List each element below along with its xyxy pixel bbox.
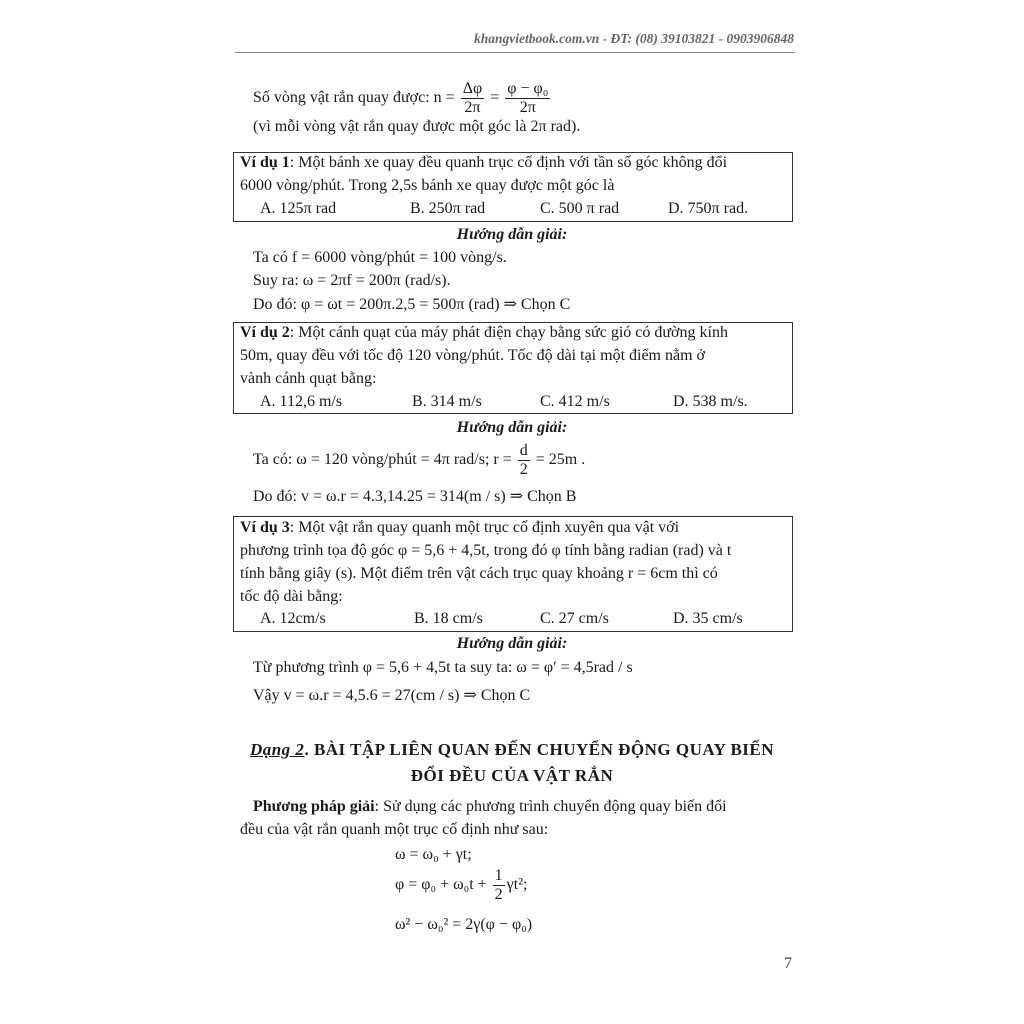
solution-line <box>253 442 585 479</box>
ex1-line <box>240 153 727 173</box>
section-label: Dạng 2 <box>249 740 305 759</box>
solution-line: Do đó: φ = ωt = 200π.2,5 = 500π (rad) ⇒ Chọn C <box>253 296 571 313</box>
option-d: D. 35 cm/s <box>673 610 743 627</box>
solution-line: Vậy v = ω.r = 4,5.6 = 27(cm / s) ⇒ Chọn C <box>253 687 531 704</box>
solution-line: Do đó: v = ω.r = 4.3,14.25 = 314(m / s) ⇒ Chọn B <box>253 488 577 505</box>
solution-line: Suy ra: ω = 2πf = 200π (rad/s). <box>253 272 451 289</box>
ex2-line <box>240 323 728 343</box>
numerator: φ − φ₀ <box>507 80 549 97</box>
method-line <box>253 797 727 817</box>
option-d: D. 538 m/s. <box>673 393 748 410</box>
ex2-line: 50m, quay đều với tốc độ 120 vòng/phút. Tốc độ dài tại một điểm nằm ở <box>240 347 706 364</box>
denominator: 2π <box>464 99 481 116</box>
page-header: khangvietbook.com.vn - ĐT: (08) 39103821 - 0903906848 <box>474 31 794 46</box>
denominator: 2π <box>519 99 536 116</box>
text: γt²; <box>506 876 528 894</box>
section-title-line2: ĐỔI ĐỀU CỦA VẬT RẮN <box>410 766 614 785</box>
option-b: B. 18 cm/s <box>414 610 483 627</box>
option-a: A. 12cm/s <box>260 610 326 627</box>
method-line: đều của vật rắn quanh một trục cố định như sau: <box>240 821 549 838</box>
option-b: B. 314 m/s <box>412 393 482 410</box>
option-c: C. 500 π rad <box>540 200 620 217</box>
text: φ = φ₀ + ω₀t + <box>395 876 491 894</box>
formula-1: ω = ω₀ + γt; <box>395 846 472 863</box>
denominator: 2 <box>494 886 503 903</box>
equals: = <box>486 89 504 107</box>
option-c: C. 27 cm/s <box>540 610 609 627</box>
ex2-line: vành cánh quạt bằng: <box>240 370 377 387</box>
formula-3: ω² − ω₀² = 2γ(φ − φ₀) <box>395 916 533 933</box>
header-rule <box>235 52 795 53</box>
numerator: 1 <box>494 867 503 884</box>
option-d: D. 750π rad. <box>668 200 749 217</box>
ex3-line: phương trình tọa độ góc φ = 5,6 + 4,5t, trong đó φ tính bằng radian (rad) và t <box>240 542 732 559</box>
revolutions-formula <box>253 80 552 117</box>
ex3-line <box>240 518 679 538</box>
solution-heading: Hướng dẫn giải: <box>456 419 568 436</box>
ex3-line: tính bằng giây (s). Một điểm trên vật cách trục quay khoảng r = 6cm thì có <box>240 565 718 582</box>
section-title <box>0 737 1024 763</box>
text: : Một vật rắn quay quanh một trục cố định xuyên qua vật với <box>289 519 680 536</box>
example-label: Ví dụ 1 <box>240 154 290 171</box>
solution-heading: Hướng dẫn giải: <box>456 635 568 652</box>
formula-text: Số vòng vật rắn quay được: n = <box>253 89 459 107</box>
formula-2 <box>395 867 527 904</box>
solution-heading: Hướng dẫn giải: <box>456 226 568 243</box>
solution-line: Ta có f = 6000 vòng/phút = 100 vòng/s. <box>253 249 507 266</box>
fraction <box>518 442 530 479</box>
numerator: d <box>519 442 528 459</box>
denominator: 2 <box>519 461 528 478</box>
text: . BÀI TẬP LIÊN QUAN ĐẾN CHUYỂN ĐỘNG QUAY BIẾN <box>304 740 775 759</box>
text: Ta có: ω = 120 vòng/phút = 4π rad/s; r = <box>253 451 516 469</box>
option-a: A. 112,6 m/s <box>260 393 343 410</box>
ex3-line: tốc độ dài bằng: <box>240 588 343 605</box>
solution-line: Từ phương trình φ = 5,6 + 4,5t ta suy ta: ω = φ′ = 4,5rad / s <box>253 659 633 676</box>
method-label: Phương pháp giải <box>253 798 375 815</box>
example-label: Ví dụ 2 <box>240 324 290 341</box>
example-label: Ví dụ 3 <box>240 519 290 536</box>
intro-note: (vì mỗi vòng vật rắn quay được một góc là 2π rad). <box>253 118 581 135</box>
option-a: A. 125π rad <box>260 200 337 217</box>
text: : Một bánh xe quay đều quanh trục cố định với tần số góc không đổi <box>289 154 728 171</box>
page-number: 7 <box>784 955 792 972</box>
fraction <box>461 80 485 117</box>
text: = 25m . <box>531 451 586 469</box>
fraction <box>505 80 550 117</box>
ex1-line: 6000 vòng/phút. Trong 2,5s bánh xe quay được một góc là <box>240 177 615 194</box>
numerator: Δφ <box>462 80 483 97</box>
text: : Sử dụng các phương trình chuyển động quay biến đổi <box>374 798 727 815</box>
option-c: C. 412 m/s <box>540 393 610 410</box>
text: : Một cánh quạt của máy phát điện chạy bằng sức gió có đường kính <box>289 324 728 341</box>
fraction <box>493 867 505 904</box>
option-b: B. 250π rad <box>410 200 486 217</box>
